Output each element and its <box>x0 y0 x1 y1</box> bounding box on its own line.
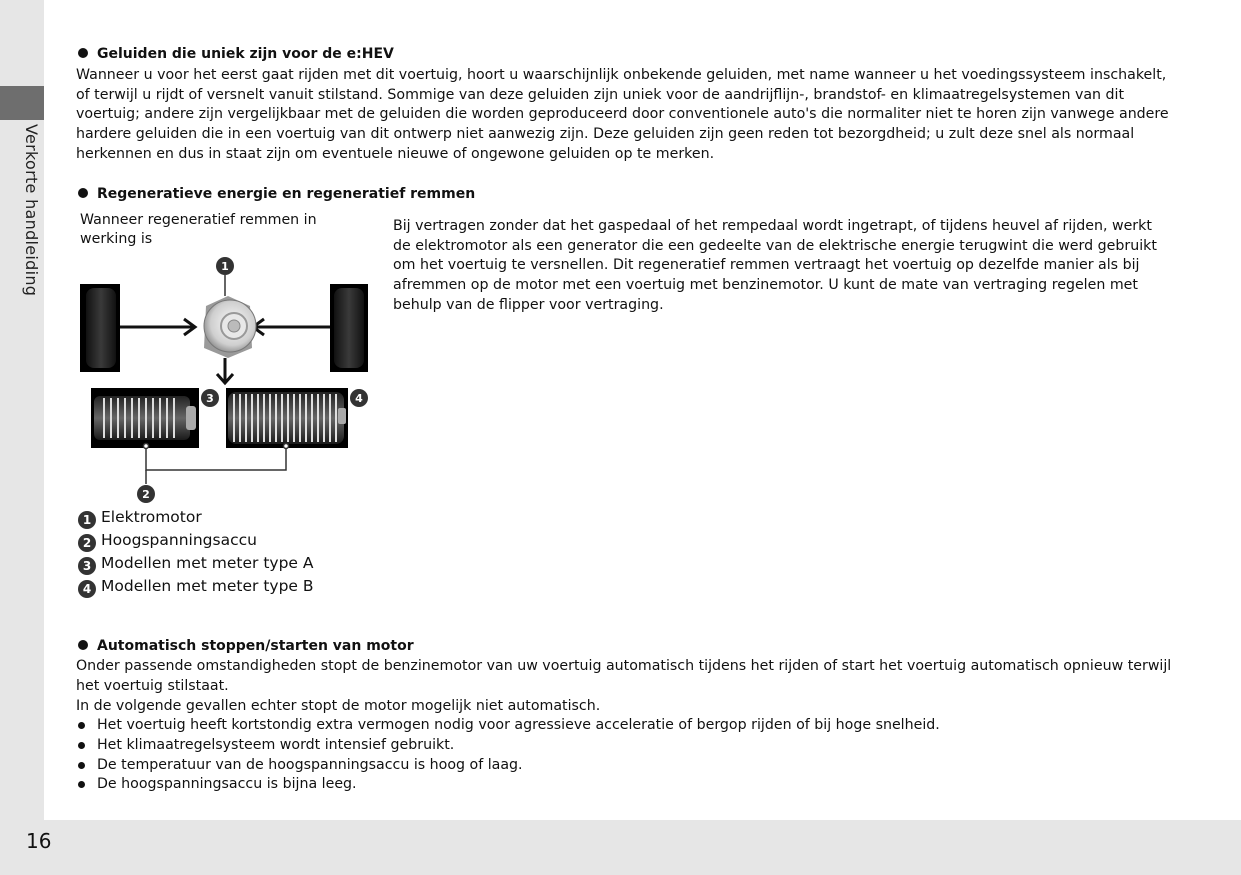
heading-ehev-sounds: Geluiden die uniek zijn voor de e:HEV <box>78 46 394 62</box>
paragraph-regenerative-braking: Bij vertragen zonder dat het gaspedaal of het rempedaal wordt ingetrapt, of tijdens heuvel af rijden, werkt de elektromotor als een generator die een gedeelte van de elektrische energie terugwint die werd gebruikt om het voertuig te versnellen. Dit regeneratief remmen vertraagt het voertuig op dezelfde manier als bij afremmen op de motor met een voertuig met benzinemotor. U kunt de mate van vertraging regelen met behulp van de flipper voor vertraging. <box>393 218 1157 313</box>
callout-number: 3 <box>78 557 96 575</box>
legend-item: 3 Modellen met meter type A <box>78 552 314 575</box>
callout-4-icon <box>350 389 368 407</box>
svg-text:2: 2 <box>142 488 150 501</box>
list-item: De temperatuur van de hoogspanningsaccu is hoog of laag. <box>76 756 1176 776</box>
footer-band <box>0 820 1241 875</box>
high-voltage-battery-b-icon <box>226 388 348 448</box>
sidebar-section-label: Verkorte handleiding <box>22 124 41 297</box>
diagram-svg <box>78 254 378 509</box>
page-number: 16 <box>26 829 52 853</box>
bullet-dot-icon <box>78 762 85 769</box>
legend-item: 2 Hoogspanningsaccu <box>78 529 314 552</box>
regenerative-braking-diagram <box>78 254 378 509</box>
bullet-dot-icon <box>78 48 88 58</box>
svg-text:1: 1 <box>221 260 229 273</box>
heading-auto-stop-start: Automatisch stoppen/starten van motor <box>78 638 414 654</box>
bullet-dot-icon <box>78 722 85 729</box>
paragraph-ehev-sounds: Wanneer u voor het eerst gaat rijden met dit voertuig, hoort u waarschijnlijk onbekende geluiden, met name wanneer u het voedingssysteem inschakelt, of terwijl u rijdt of versnelt vanuit stilstand. Sommige van deze geluiden zijn uniek voor de aandrijflijn-, brandstof- en klimaatregelsystemen van dit voertuig; andere zijn vergelijkbaar met de geluiden die worden geproduceerd door conventionele auto's die normaliter niet te horen zijn vanwege andere hardere geluiden die in een voertuig van dit ontwerp niet aanwezig zijn. Deze geluiden zijn geen reden tot bezorgdheid; u zult deze snel als normaal herkennen en dus in staat zijn om eventuele nieuwe of ongewone geluiden op te merken. <box>76 67 1169 162</box>
arrow-right-icon <box>120 319 195 335</box>
list-item: Het voertuig heeft kortstondig extra vermogen nodig voor agressieve acceleratie of bergop rijden of bij hoge snelheid. <box>76 716 1176 736</box>
legend-item: 4 Modellen met meter type B <box>78 575 314 598</box>
bullet-dot-icon <box>78 742 85 749</box>
arrow-left-icon <box>253 319 330 335</box>
paragraph-auto-stop-start: Onder passende omstandigheden stopt de benzinemotor van uw voertuig automatisch tijdens het rijden of start het voertuig automatisch opnieuw terwijl het voertuig stilstaat. <box>76 658 1172 694</box>
callout-number: 4 <box>78 580 96 598</box>
heading-regenerative-braking: Regeneratieve energie en regeneratief remmen <box>78 186 475 202</box>
section-tab-marker <box>0 86 44 120</box>
bullet-dot-icon <box>78 640 88 650</box>
legend-item: 1 Elektromotor <box>78 506 314 529</box>
callout-number: 1 <box>78 511 96 529</box>
paragraph-exceptions-intro: In de volgende gevallen echter stopt de motor mogelijk niet automatisch. <box>76 698 601 714</box>
wheel-left-icon <box>80 284 120 372</box>
diagram-legend <box>78 506 314 598</box>
callout-2-icon <box>137 485 155 503</box>
exceptions-list <box>76 716 1176 795</box>
callout-number: 2 <box>78 534 96 552</box>
arrow-down-icon <box>217 358 233 383</box>
diagram-caption: Wanneer regeneratief remmen in werking is <box>80 212 317 247</box>
wheel-right-icon <box>330 284 368 372</box>
svg-text:3: 3 <box>206 392 214 405</box>
callout-1-icon <box>216 257 234 296</box>
high-voltage-battery-a-icon <box>91 388 199 448</box>
bullet-dot-icon <box>78 188 88 198</box>
callout-3-icon <box>201 389 219 407</box>
electric-motor-icon <box>204 296 256 358</box>
battery-connector-lines <box>144 444 289 485</box>
list-item: Het klimaatregelsysteem wordt intensief gebruikt. <box>76 736 1176 756</box>
svg-text:4: 4 <box>355 392 363 405</box>
bullet-dot-icon <box>78 781 85 788</box>
list-item: De hoogspanningsaccu is bijna leeg. <box>76 775 1176 795</box>
